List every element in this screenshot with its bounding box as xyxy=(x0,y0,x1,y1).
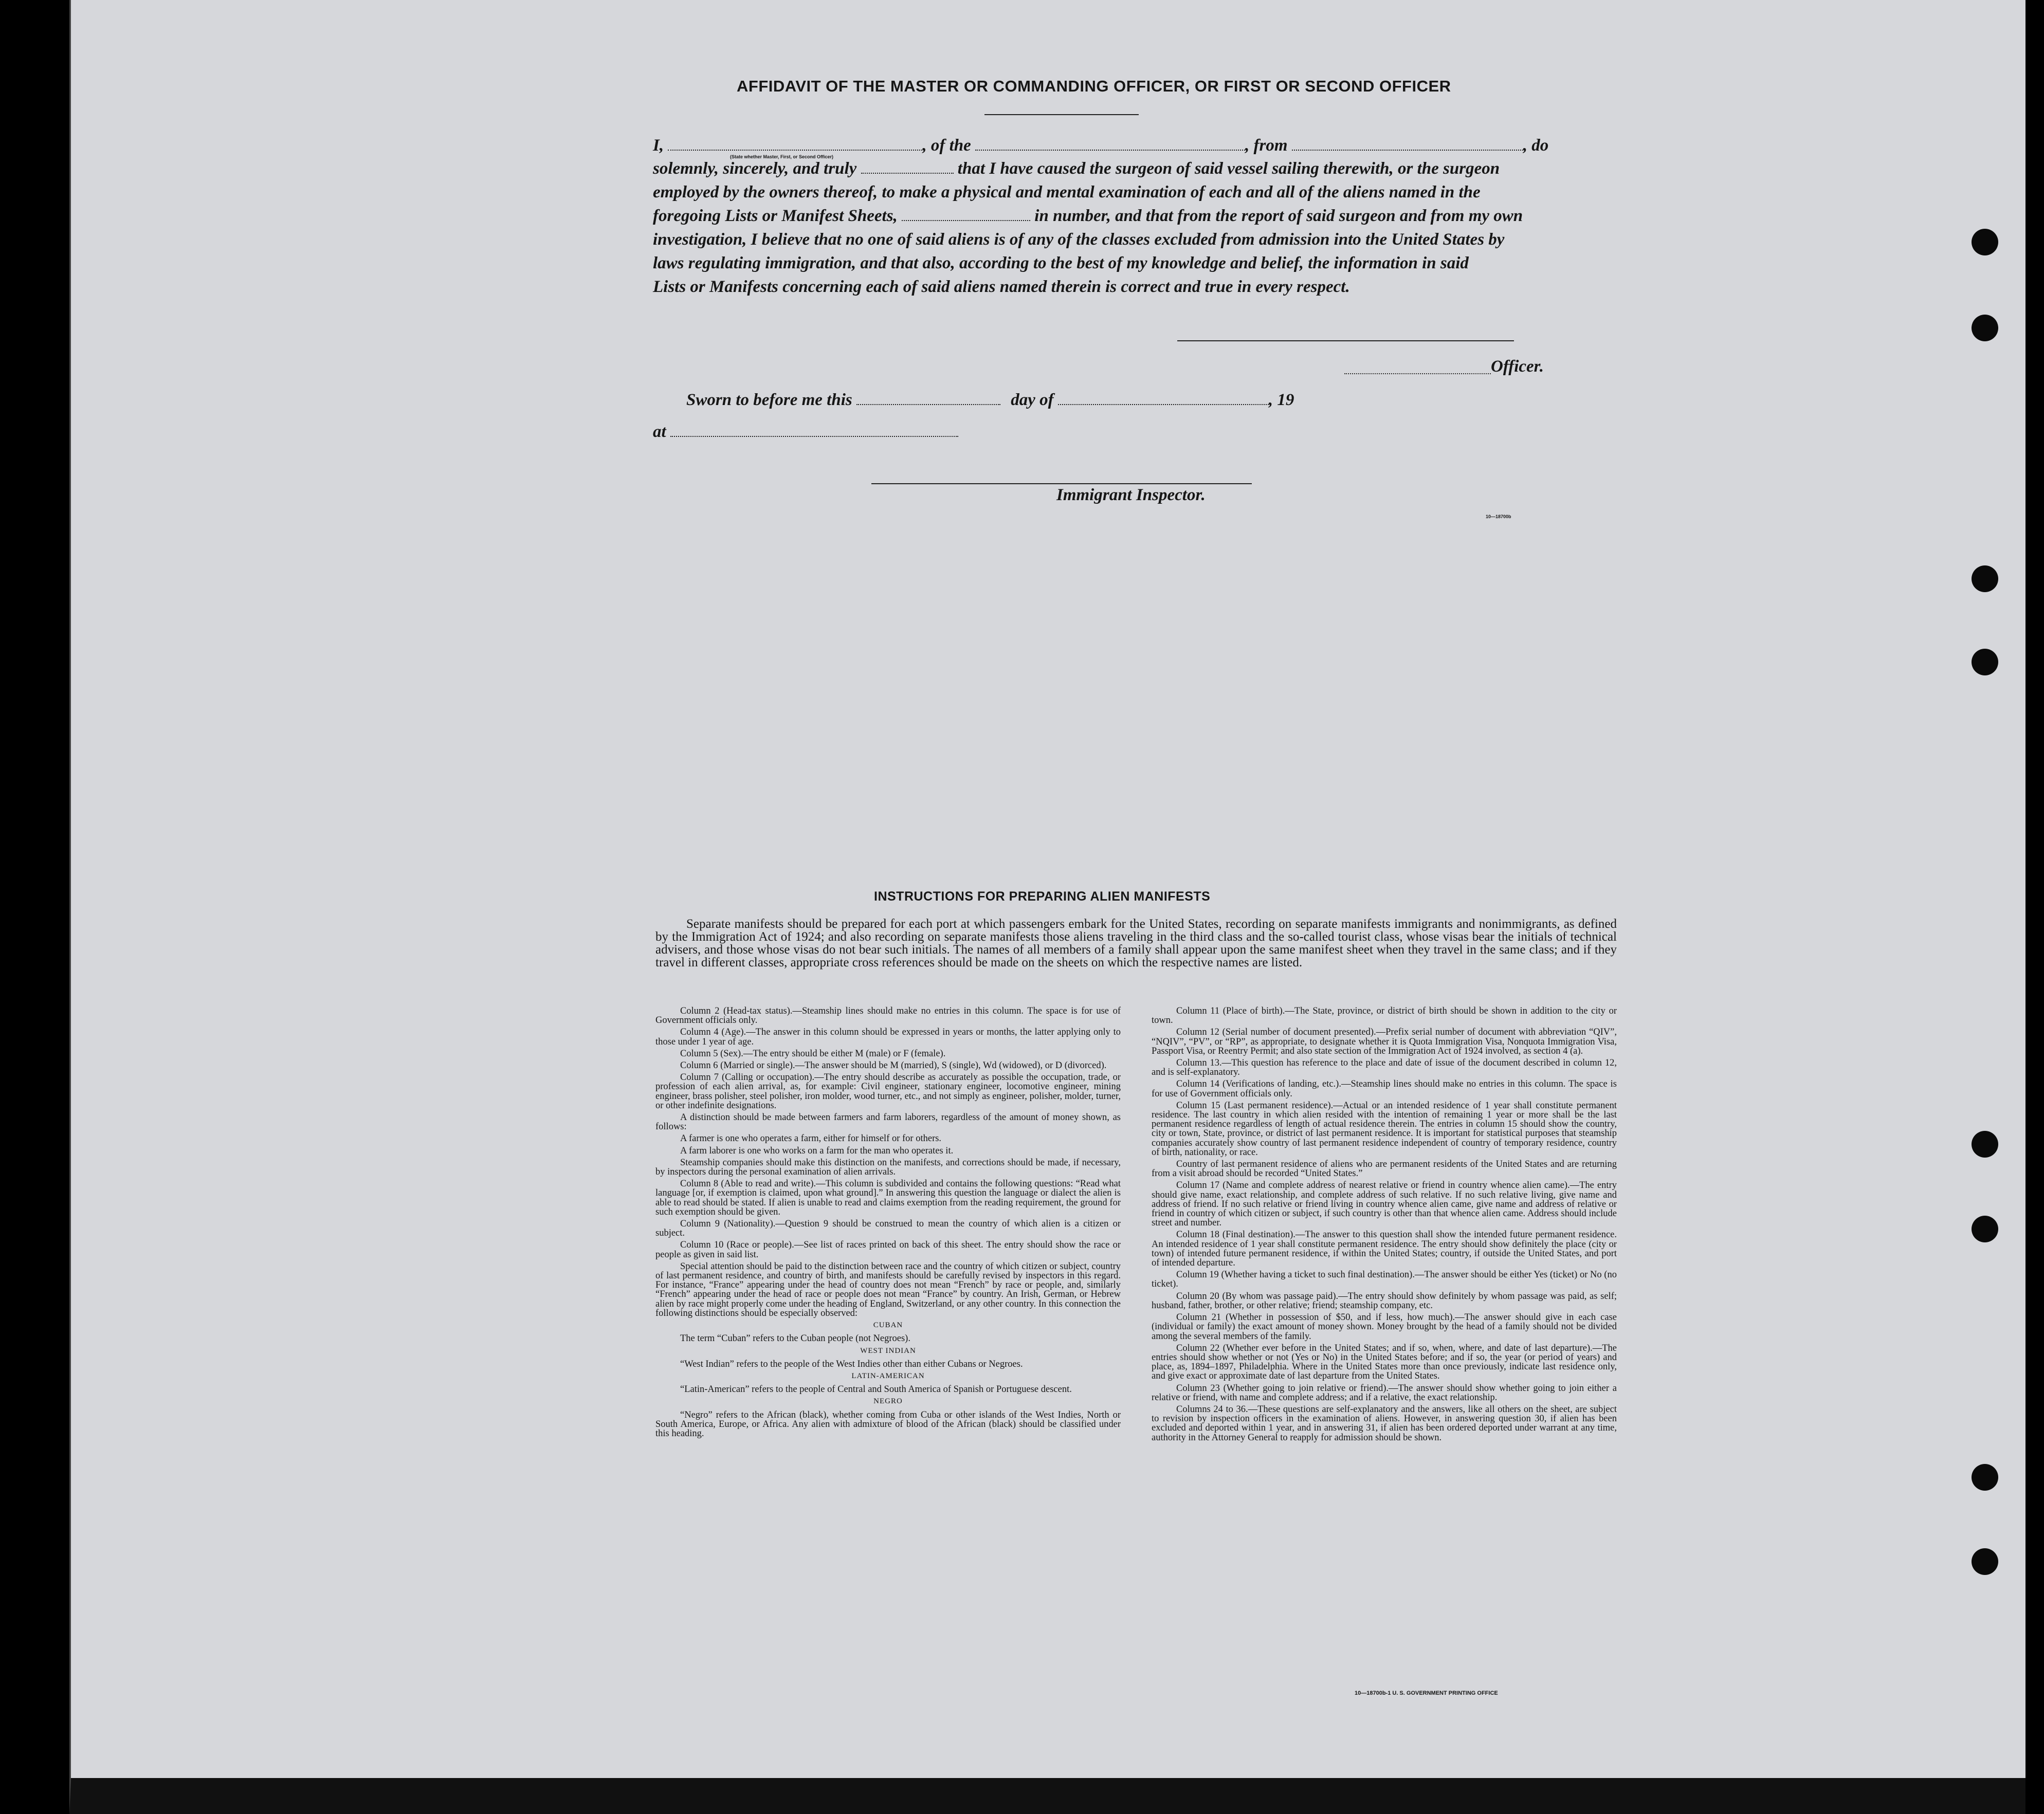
instruction-paragraph: Column 18 (Final destination).—The answer to this question shall show the intended future permanent residence. An intended residence of 1 year shall constitute permanent residence. The entry should show definitely the place (city or town) of intended future permanent residence, if within the United States; country, if outside the United States, and port of intended departure. xyxy=(1152,1230,1617,1269)
instruction-paragraph: Column 21 (Whether in possession of $50, and if less, how much).—The answer should give in each case (individual or family) the exact amount of money shown. Money brought by the head of a family should not be divided among the several members of the family. xyxy=(1152,1312,1617,1342)
instruction-paragraph: Column 7 (Calling or occupation).—The entry should describe as accurately as possible the occupation, trade, or profession of each alien arrival, as, for example: Civil engineer, stationary engineer, locomotive engineer, mining engineer, brass polisher, steel polisher, iron molder, wood turner, etc., and not simply as engineer, polisher, molder, turner, or other indefinite designations. xyxy=(655,1072,1121,1111)
instruction-paragraph: Column 11 (Place of birth).—The State, province, or district of birth should be shown in addition to the city or town. xyxy=(1152,1006,1617,1026)
oath-field[interactable] xyxy=(861,172,954,174)
affidavit-line-5: investigation, I believe that no one of said aliens is of any of the classes excluded from admission into the United States by xyxy=(653,230,1505,249)
instruction-paragraph: Column 22 (Whether ever before in the United States; and if so, when, where, and date of last departure).—The entries should show whether or not (Yes or No) in the United States before; and if so, the year (or period of years) and place, as, 1894–1897, Philadelphia. Where in the United States more than once previously, indicate last residence only, and give exact or approximate date of last departure from the United States. xyxy=(1152,1343,1617,1382)
race-definition: “Negro” refers to the African (black), whether coming from Cuba or other islands of the West Indies, North or South America, Europe, or Africa. Any alien with admixture of blood of the African (black) should be classified under this heading. xyxy=(655,1409,1121,1439)
affidavit-line-1 xyxy=(653,136,1548,155)
instruction-paragraph: Column 2 (Head-tax status).—Steamship lines should make no entries in this column. The space is for use of Government officials only. xyxy=(655,1006,1121,1026)
instruction-paragraph: Column 12 (Serial number of document presented).—Prefix serial number of document with abbreviation “QIV”, “NQIV”, “PV”, or “RP”, as appropriate, to designate whether it is Quota Immigration Visa, Nonquota Immigration Visa, Passport Visa, or Reentry Permit; and also state section of the Immigration Act of 1924 involved, as section 4 (a). xyxy=(1152,1027,1617,1056)
binder-hole xyxy=(1972,1548,1998,1575)
instruction-paragraph: A farm laborer is one who works on a farm for the man who operates it. xyxy=(680,1145,954,1156)
text-in-number: in number, and that from the report of said surgeon and from my own xyxy=(1034,207,1523,225)
text-do: , do xyxy=(1523,136,1549,155)
instructions-right-column xyxy=(1152,1006,1617,1445)
instruction-paragraph: Column 5 (Sex).—The entry should be either M (male) or F (female). xyxy=(680,1048,946,1059)
intro-text: Separate manifests should be prepared for each port at which passengers embark for the United States, recording on separate manifests immigrants and nonimmigrants, as defined by the Immigration Act of 1924; and also recording on separate manifests those aliens traveling in the third class and the so-called tourist class, whose visas bear the initials of technical advisers, and those whose visas do not bear such initials. The names of all members of a family shall appear upon the same manifest sheet when they travel in the same class; and if they travel in different classes, appropriate cross references should be made on the sheets on which the respective names are listed. xyxy=(655,917,1617,969)
instructions-intro xyxy=(655,918,1617,969)
instruction-paragraph: Column 8 (Able to read and write).—This column is subdivided and contains the following questions: “Read what language [or, if exemption is claimed, upon what ground].” In answering this question the language or dialect the alien is able to read should be stated. If alien is unable to read and claims exemption from the reading requirement, the ground for such exemption should be given. xyxy=(655,1179,1121,1217)
text-year: , 19 xyxy=(1268,391,1294,409)
instruction-paragraph: Column 4 (Age).—The answer in this column should be expressed in years or months, the latter applying only to those under 1 year of age. xyxy=(655,1027,1121,1047)
affidavit-line-4 xyxy=(653,207,1523,226)
affidavit-line-3: employed by the owners thereof, to make a physical and mental examination of each and all of the aliens named in the xyxy=(653,183,1481,201)
instruction-paragraph: Country of last permanent residence of aliens who are permanent residents of the United States and are returning from a visit abroad should be recorded “United States.” xyxy=(1152,1159,1617,1179)
instructions-left-column xyxy=(655,1006,1121,1441)
text-from: , from xyxy=(1245,136,1288,155)
instruction-paragraph: Column 13.—This question has reference to the place and date of issue of the document described in column 12, and is self-explanatory. xyxy=(1152,1058,1617,1078)
affidavit-line-6: laws regulating immigration, and that also, according to the best of my knowledge and belief, the information in said xyxy=(653,254,1469,272)
text-foregoing: foregoing Lists or Manifest Sheets, xyxy=(653,207,898,225)
instruction-paragraph: Columns 24 to 36.—These questions are self-explanatory and the answers, like all others on the sheet, are subject to revision by inspection officers in the examination of aliens. However, in answering question 30, if alien has been excluded and deported within 1 year, and in answering 31, if alien has been ordered deported under warrant at any time, authority in the Attorney General to reapply for admission should be shown. xyxy=(1152,1404,1617,1443)
instructions-title: INSTRUCTIONS FOR PREPARING ALIEN MANIFESTS xyxy=(874,889,1211,904)
at-line xyxy=(653,423,958,442)
instruction-paragraph: A farmer is one who operates a farm, either for himself or for others. xyxy=(680,1133,942,1144)
race-heading: NEGRO xyxy=(873,1397,903,1406)
race-heading: WEST INDIAN xyxy=(860,1346,916,1355)
binder-hole xyxy=(1972,315,1998,341)
sworn-month-field[interactable] xyxy=(1058,404,1269,405)
text-at: at xyxy=(653,423,666,441)
text-sworn: Sworn to before me this xyxy=(686,391,852,409)
instruction-paragraph: Column 9 (Nationality).—Question 9 should be construed to mean the country of which alien is a citizen or subject. xyxy=(655,1219,1121,1239)
binder-hole xyxy=(1972,649,1998,675)
officer-label: Officer. xyxy=(1491,357,1544,376)
binder-hole xyxy=(1972,565,1998,592)
form-number: 10—18700b xyxy=(1486,514,1511,519)
sworn-line xyxy=(686,391,1294,410)
sheet-count-field[interactable] xyxy=(902,219,1030,221)
instruction-paragraph: Column 14 (Verifications of landing, etc.).—Steamship lines should make no entries in this column. The space is for use of Government officials only. xyxy=(1152,1079,1617,1099)
race-heading: CUBAN xyxy=(873,1321,903,1330)
text-of-the: , of the xyxy=(922,136,971,155)
affidavit-title: AFFIDAVIT OF THE MASTER OR COMMANDING OFFICER, OR FIRST OR SECOND OFFICER xyxy=(737,77,1451,95)
title-underline xyxy=(984,114,1139,115)
binder-hole xyxy=(1972,1131,1998,1158)
text-i: I, xyxy=(653,136,664,155)
inspector-label: Immigrant Inspector. xyxy=(1056,486,1206,504)
binder-hole xyxy=(1972,229,1998,255)
officer-title-line[interactable] xyxy=(1344,373,1491,374)
sworn-day-field[interactable] xyxy=(856,404,1000,405)
instruction-paragraph: Column 6 (Married or single).—The answer should be M (married), S (single), Wd (widowed), or D (divorced). xyxy=(680,1060,1107,1071)
printing-office-footer: 10—18700b-1 U. S. GOVERNMENT PRINTING OFFICE xyxy=(1355,1690,1498,1696)
text-day-of: day of xyxy=(1011,391,1054,409)
race-definition: “Latin-American” refers to the people of Central and South America of Spanish or Portuguese descent. xyxy=(680,1384,1072,1395)
text-solemnly: solemnly, sincerely, and truly xyxy=(653,159,857,178)
officer-rank-note: (State whether Master, First, or Second Officer) xyxy=(730,154,834,159)
instruction-paragraph: Column 20 (By whom was passage paid).—The entry should show definitely by whom passage was paid, as self; husband, father, brother, or other relative; friend; steamship company, etc. xyxy=(1152,1291,1617,1311)
race-heading: LATIN-AMERICAN xyxy=(851,1371,925,1380)
signature-line[interactable] xyxy=(1177,340,1514,341)
instruction-paragraph: Column 23 (Whether going to join relative or friend).—The answer should show whether going to join either a relative or friend, with name and complete address; and if a relative, the exact relationship. xyxy=(1152,1383,1617,1403)
instruction-paragraph: Column 19 (Whether having a ticket to such final destination).—The answer should be either Yes (ticket) or No (no ticket). xyxy=(1152,1270,1617,1290)
vessel-field[interactable] xyxy=(975,149,1245,151)
instruction-paragraph: Steamship companies should make this distinction on the manifests, and corrections should be made, if necessary, by inspectors during the personal examination of alien arrivals. xyxy=(655,1157,1121,1178)
instruction-paragraph: Column 10 (Race or people).—See list of races printed on back of this sheet. The entry should show the race or people as given in said list. xyxy=(655,1240,1121,1260)
binder-hole xyxy=(1972,1464,1998,1491)
binder-hole xyxy=(1972,1216,1998,1242)
affidavit-line-7: Lists or Manifests concerning each of said aliens named therein is correct and true in every respect. xyxy=(653,278,1350,296)
inspector-signature-line[interactable] xyxy=(871,483,1252,484)
sworn-place-field[interactable] xyxy=(670,435,958,437)
officer-rank-field[interactable] xyxy=(668,149,922,151)
affidavit-line-2 xyxy=(653,159,1500,178)
text-surgeon: that I have caused the surgeon of said vessel sailing therewith, or the surgeon xyxy=(957,159,1500,178)
race-definition: The term “Cuban” refers to the Cuban people (not Negroes). xyxy=(680,1333,910,1344)
instruction-paragraph: A distinction should be made between farmers and farm laborers, regardless of the amount of money shown, as follows: xyxy=(655,1112,1121,1132)
port-field[interactable] xyxy=(1292,149,1523,151)
manifest-sheet xyxy=(69,0,2025,1814)
race-definition: “West Indian” refers to the people of the West Indies other than either Cubans or Negroes. xyxy=(680,1359,1023,1369)
instruction-paragraph: Special attention should be paid to the distinction between race and the country of which citizen or subject, country of last permanent residence, and country of birth, and manifests should be carefully revised by inspectors in this regard. For instance, “France” appearing under the head of country does not mean “French” by race or people, and, similarly “French” appearing under the head of race or people does not mean “France” by country. An Irish, German, or Hebrew alien by race might properly come under the heading of England, Switzerland, or any other country. In this connection the following distinctions should be especially observed: xyxy=(655,1261,1121,1318)
instruction-paragraph: Column 15 (Last permanent residence).—Actual or an intended residence of 1 year shall constitute permanent residence. The last country in which alien resided with the intention of remaining 1 year or more shall be the last permanent residence regardless of length of actual residence therein. The entries in column 15 should show the country, city or town, State, province, or district of last permanent residence. It is important for statistical purposes that steamship companies accurately show country of last permanent residence independent of country of temporary residence, country of birth, nationality, or race. xyxy=(1152,1100,1617,1158)
instruction-paragraph: Column 17 (Name and complete address of nearest relative or friend in country whence alien came).—The entry should give name, exact relationship, and complete address of such relative. If no such relative living, give name and address of friend. If no such relative or friend living in country whence alien came, give name and address of relative or friend in country of which citizen or subject, if such country is other than that whence alien came. Address should include street and number. xyxy=(1152,1180,1617,1229)
